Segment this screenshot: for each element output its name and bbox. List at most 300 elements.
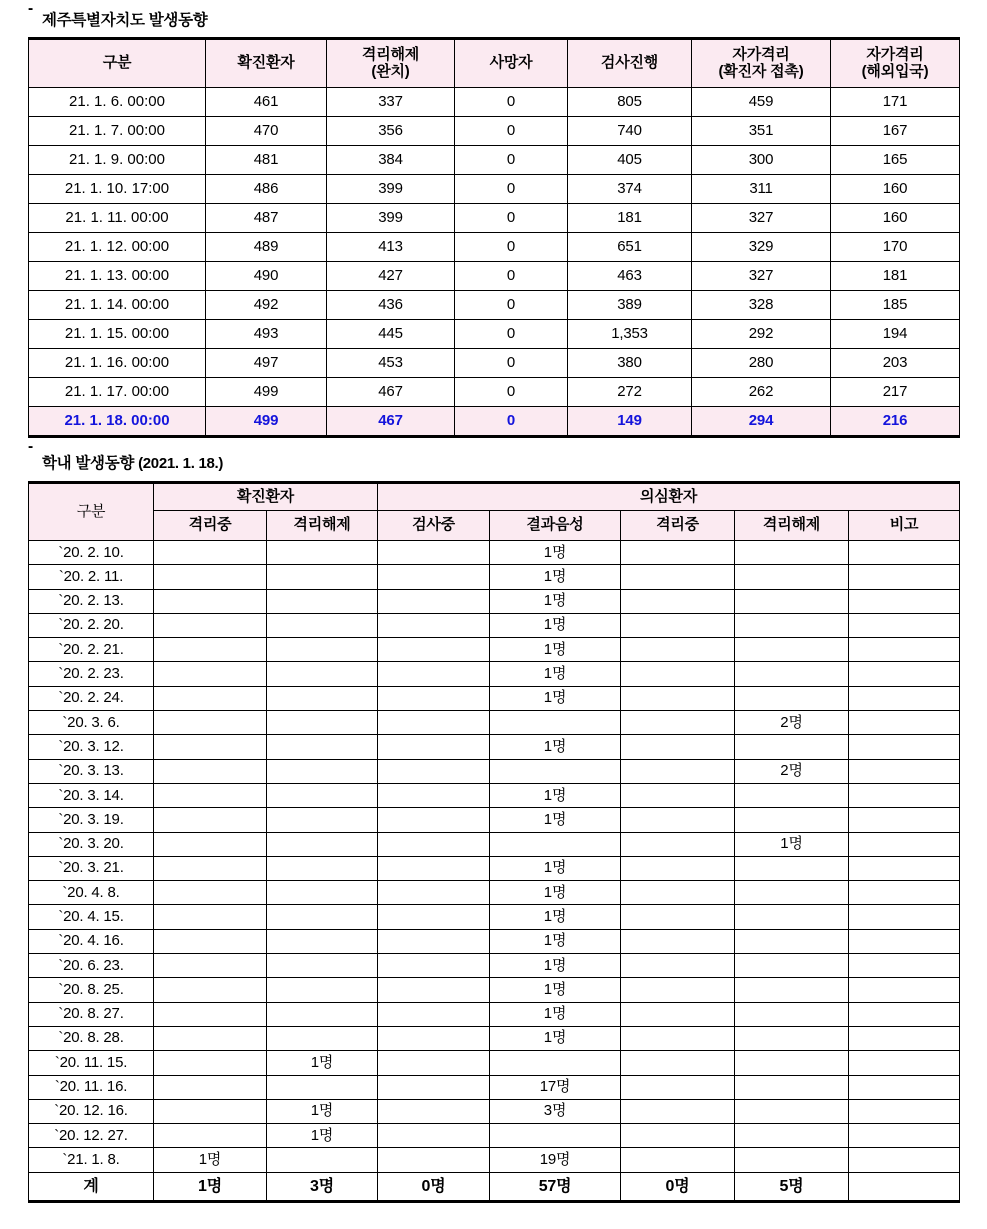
table-row	[29, 565, 960, 589]
cell-note	[849, 711, 960, 735]
cell-confirmed: 470	[206, 117, 327, 146]
cell-confirmed: 493	[206, 320, 327, 349]
cell-suspected-testing	[378, 1026, 490, 1050]
cell-suspected-negative	[490, 832, 621, 856]
cell-suspected-isolating	[621, 1051, 735, 1075]
table-row	[29, 759, 960, 783]
cell-confirmed-isolating: 1명	[154, 1148, 267, 1172]
cell-date: `20. 3. 12.	[29, 735, 154, 759]
table-row	[29, 88, 960, 117]
cell-note	[849, 881, 960, 905]
total-cell-suspected-released: 5명	[735, 1172, 849, 1201]
table-row	[29, 662, 960, 686]
cell-testing: 740	[568, 117, 692, 146]
cell-suspected-testing	[378, 565, 490, 589]
col-header-suspected-negative: 결과음성	[490, 511, 621, 541]
cell-date: `20. 8. 27.	[29, 1002, 154, 1026]
cell-suspected-released	[735, 1099, 849, 1123]
cell-confirmed-released	[267, 686, 378, 710]
cell-suspected-testing	[378, 1148, 490, 1172]
col-header-released-line1: 격리해제	[361, 45, 420, 63]
col-header-released	[327, 39, 455, 88]
cell-released: 413	[327, 233, 455, 262]
col-header-quarantine-overseas	[831, 39, 960, 88]
cell-confirmed: 499	[206, 407, 327, 437]
cell-confirmed-released	[267, 832, 378, 856]
cell-suspected-negative: 1명	[490, 1026, 621, 1050]
cell-confirmed-isolating	[154, 1051, 267, 1075]
cell-note	[849, 565, 960, 589]
cell-note	[849, 783, 960, 807]
cell-confirmed: 486	[206, 175, 327, 204]
cell-suspected-isolating	[621, 1099, 735, 1123]
cell-suspected-testing	[378, 1051, 490, 1075]
cell-testing: 272	[568, 378, 692, 407]
cell-note	[849, 662, 960, 686]
cell-note	[849, 856, 960, 880]
cell-suspected-testing	[378, 759, 490, 783]
cell-confirmed-isolating	[154, 1075, 267, 1099]
cell-confirmed-released	[267, 662, 378, 686]
school-table-foot	[29, 1172, 960, 1201]
cell-confirmed-isolating	[154, 759, 267, 783]
total-cell-date: 계	[29, 1172, 154, 1201]
table-row	[29, 1099, 960, 1123]
outbreak-title-text: 제주특별자치도 발생동향	[42, 12, 208, 29]
cell-suspected-negative: 1명	[490, 905, 621, 929]
cell-note	[849, 589, 960, 613]
cell-suspected-testing	[378, 613, 490, 637]
cell-suspected-isolating	[621, 686, 735, 710]
cell-suspected-isolating	[621, 1148, 735, 1172]
cell-confirmed-released	[267, 808, 378, 832]
cell-quarantine-contact: 294	[692, 407, 831, 437]
cell-suspected-negative: 1명	[490, 856, 621, 880]
cell-confirmed: 461	[206, 88, 327, 117]
cell-suspected-isolating	[621, 1002, 735, 1026]
cell-confirmed-released	[267, 541, 378, 565]
school-title-date: (2021. 1. 18.)	[138, 455, 224, 472]
table-row	[29, 204, 960, 233]
cell-quarantine-contact: 311	[692, 175, 831, 204]
cell-note	[849, 759, 960, 783]
table-row	[29, 613, 960, 637]
cell-suspected-released	[735, 1051, 849, 1075]
col-group-header-confirmed: 확진환자	[154, 483, 378, 511]
col-header-suspected-testing: 검사중	[378, 511, 490, 541]
cell-suspected-negative: 1명	[490, 638, 621, 662]
col-group-header-suspected: 의심환자	[378, 483, 960, 511]
cell-suspected-negative: 3명	[490, 1099, 621, 1123]
cell-suspected-negative	[490, 711, 621, 735]
cell-deaths: 0	[455, 349, 568, 378]
col-header-note: 비고	[849, 511, 960, 541]
cell-date: `20. 8. 28.	[29, 1026, 154, 1050]
cell-quarantine-contact: 300	[692, 146, 831, 175]
cell-confirmed-released	[267, 881, 378, 905]
cell-suspected-testing	[378, 954, 490, 978]
cell-quarantine-overseas: 203	[831, 349, 960, 378]
cell-quarantine-overseas: 167	[831, 117, 960, 146]
cell-confirmed-isolating	[154, 711, 267, 735]
cell-date: 21. 1. 7. 00:00	[29, 117, 206, 146]
cell-released: 445	[327, 320, 455, 349]
cell-suspected-negative: 1명	[490, 613, 621, 637]
cell-suspected-released	[735, 929, 849, 953]
cell-quarantine-contact: 328	[692, 291, 831, 320]
cell-deaths: 0	[455, 146, 568, 175]
cell-quarantine-contact: 459	[692, 88, 831, 117]
cell-suspected-isolating	[621, 565, 735, 589]
cell-confirmed-isolating	[154, 881, 267, 905]
cell-confirmed-isolating	[154, 1002, 267, 1026]
cell-suspected-released: 2명	[735, 711, 849, 735]
col-header-confirmed-isolating: 격리중	[154, 511, 267, 541]
cell-suspected-testing	[378, 541, 490, 565]
cell-confirmed-isolating	[154, 808, 267, 832]
table-row	[29, 1002, 960, 1026]
total-cell-confirmed-isolating: 1명	[154, 1172, 267, 1201]
outbreak-header-row	[29, 39, 960, 88]
cell-suspected-isolating	[621, 978, 735, 1002]
cell-suspected-negative: 1명	[490, 686, 621, 710]
col-header-confirmed: 확진환자	[206, 39, 327, 88]
col-header-suspected-isolating: 격리중	[621, 511, 735, 541]
cell-suspected-testing	[378, 638, 490, 662]
cell-quarantine-contact: 292	[692, 320, 831, 349]
cell-suspected-released	[735, 541, 849, 565]
cell-testing: 805	[568, 88, 692, 117]
cell-quarantine-overseas: 165	[831, 146, 960, 175]
col-header-confirmed-released: 격리해제	[267, 511, 378, 541]
col-header-quarantine-overseas-line2: (해외입국)	[861, 62, 929, 80]
cell-testing: 181	[568, 204, 692, 233]
cell-released: 399	[327, 204, 455, 233]
school-header-group-row	[29, 483, 960, 511]
cell-date: `20. 2. 20.	[29, 613, 154, 637]
table-row	[29, 1026, 960, 1050]
cell-confirmed-isolating	[154, 905, 267, 929]
cell-suspected-testing	[378, 735, 490, 759]
cell-confirmed: 499	[206, 378, 327, 407]
cell-date: 21. 1. 14. 00:00	[29, 291, 206, 320]
outbreak-table-body	[29, 88, 960, 437]
cell-suspected-isolating	[621, 711, 735, 735]
cell-suspected-released	[735, 783, 849, 807]
cell-suspected-testing	[378, 856, 490, 880]
table-row	[29, 146, 960, 175]
table-row	[29, 320, 960, 349]
cell-deaths: 0	[455, 262, 568, 291]
cell-date: `20. 11. 16.	[29, 1075, 154, 1099]
cell-quarantine-contact: 327	[692, 262, 831, 291]
school-header-sub-row	[29, 511, 960, 541]
cell-suspected-testing	[378, 589, 490, 613]
table-row	[29, 808, 960, 832]
cell-date: `20. 12. 27.	[29, 1124, 154, 1148]
cell-suspected-testing	[378, 978, 490, 1002]
cell-quarantine-overseas: 217	[831, 378, 960, 407]
table-row	[29, 929, 960, 953]
table-row	[29, 262, 960, 291]
cell-suspected-released: 1명	[735, 832, 849, 856]
cell-suspected-testing	[378, 1124, 490, 1148]
cell-confirmed: 497	[206, 349, 327, 378]
cell-suspected-testing	[378, 662, 490, 686]
cell-confirmed-isolating	[154, 1124, 267, 1148]
cell-suspected-released	[735, 1075, 849, 1099]
cell-suspected-negative: 1명	[490, 929, 621, 953]
table-row	[29, 856, 960, 880]
outbreak-table-head	[29, 39, 960, 88]
total-cell-note	[849, 1172, 960, 1201]
cell-confirmed-released	[267, 565, 378, 589]
cell-testing: 405	[568, 146, 692, 175]
cell-suspected-isolating	[621, 759, 735, 783]
cell-confirmed-isolating	[154, 565, 267, 589]
cell-confirmed-released: 1명	[267, 1124, 378, 1148]
cell-quarantine-overseas: 185	[831, 291, 960, 320]
cell-confirmed-isolating	[154, 638, 267, 662]
cell-note	[849, 905, 960, 929]
cell-confirmed-isolating	[154, 929, 267, 953]
cell-note	[849, 1124, 960, 1148]
cell-suspected-isolating	[621, 1124, 735, 1148]
cell-deaths: 0	[455, 175, 568, 204]
cell-suspected-testing	[378, 711, 490, 735]
cell-note	[849, 541, 960, 565]
cell-suspected-testing	[378, 1002, 490, 1026]
col-header-released-line2: (완치)	[371, 62, 410, 80]
col-header-testing: 검사진행	[568, 39, 692, 88]
table-row	[29, 1148, 960, 1172]
cell-confirmed-released	[267, 783, 378, 807]
table-row	[29, 233, 960, 262]
cell-testing: 149	[568, 407, 692, 437]
cell-date: `21. 1. 8.	[29, 1148, 154, 1172]
total-cell-confirmed-released: 3명	[267, 1172, 378, 1201]
cell-suspected-released	[735, 638, 849, 662]
table-row	[29, 954, 960, 978]
cell-suspected-released	[735, 856, 849, 880]
cell-suspected-testing	[378, 929, 490, 953]
cell-suspected-released	[735, 978, 849, 1002]
cell-quarantine-contact: 329	[692, 233, 831, 262]
table-row	[29, 117, 960, 146]
outbreak-section-title	[28, 0, 959, 37]
cell-date: `20. 3. 19.	[29, 808, 154, 832]
cell-suspected-testing	[378, 1075, 490, 1099]
cell-quarantine-overseas: 216	[831, 407, 960, 437]
cell-date: `20. 8. 25.	[29, 978, 154, 1002]
cell-released: 467	[327, 407, 455, 437]
cell-confirmed-released	[267, 711, 378, 735]
cell-suspected-isolating	[621, 808, 735, 832]
cell-confirmed-isolating	[154, 783, 267, 807]
cell-date: `20. 4. 15.	[29, 905, 154, 929]
cell-confirmed: 492	[206, 291, 327, 320]
school-table-head	[29, 483, 960, 541]
cell-released: 399	[327, 175, 455, 204]
cell-confirmed-released	[267, 978, 378, 1002]
cell-confirmed-isolating	[154, 1099, 267, 1123]
cell-date: 21. 1. 15. 00:00	[29, 320, 206, 349]
cell-confirmed-released	[267, 856, 378, 880]
cell-quarantine-contact: 351	[692, 117, 831, 146]
cell-date: `20. 3. 14.	[29, 783, 154, 807]
cell-suspected-testing	[378, 1099, 490, 1123]
cell-date: 21. 1. 18. 00:00	[29, 407, 206, 437]
cell-confirmed-released	[267, 759, 378, 783]
cell-note	[849, 808, 960, 832]
cell-date: `20. 6. 23.	[29, 954, 154, 978]
cell-date: 21. 1. 10. 17:00	[29, 175, 206, 204]
cell-date: `20. 2. 11.	[29, 565, 154, 589]
cell-date: 21. 1. 13. 00:00	[29, 262, 206, 291]
table-row	[29, 378, 960, 407]
cell-confirmed-released	[267, 1148, 378, 1172]
cell-suspected-isolating	[621, 905, 735, 929]
cell-confirmed-isolating	[154, 1026, 267, 1050]
cell-date: 21. 1. 17. 00:00	[29, 378, 206, 407]
cell-date: `20. 3. 20.	[29, 832, 154, 856]
cell-suspected-negative: 1명	[490, 783, 621, 807]
col-header-quarantine-contact-line2: (확진자 접촉)	[718, 62, 804, 80]
col-header-quarantine-overseas-line1: 자가격리	[866, 45, 924, 63]
cell-deaths: 0	[455, 378, 568, 407]
cell-released: 427	[327, 262, 455, 291]
cell-suspected-released	[735, 881, 849, 905]
cell-suspected-negative	[490, 1124, 621, 1148]
cell-confirmed-isolating	[154, 541, 267, 565]
cell-confirmed-released	[267, 638, 378, 662]
cell-confirmed: 487	[206, 204, 327, 233]
cell-deaths: 0	[455, 407, 568, 437]
cell-quarantine-overseas: 171	[831, 88, 960, 117]
cell-confirmed-isolating	[154, 735, 267, 759]
cell-date: 21. 1. 11. 00:00	[29, 204, 206, 233]
cell-date: `20. 3. 21.	[29, 856, 154, 880]
col-header-quarantine-contact-line1: 자가격리	[732, 45, 790, 63]
total-row	[29, 1172, 960, 1201]
cell-deaths: 0	[455, 291, 568, 320]
cell-confirmed-released	[267, 1026, 378, 1050]
table-row	[29, 1075, 960, 1099]
cell-note	[849, 954, 960, 978]
cell-released: 467	[327, 378, 455, 407]
cell-confirmed-isolating	[154, 589, 267, 613]
cell-date: `20. 2. 23.	[29, 662, 154, 686]
cell-quarantine-overseas: 160	[831, 204, 960, 233]
cell-suspected-negative: 1명	[490, 565, 621, 589]
cell-confirmed-released	[267, 589, 378, 613]
cell-note	[849, 1002, 960, 1026]
cell-deaths: 0	[455, 320, 568, 349]
cell-date: `20. 2. 10.	[29, 541, 154, 565]
table-row	[29, 541, 960, 565]
cell-suspected-isolating	[621, 613, 735, 637]
cell-suspected-released	[735, 1148, 849, 1172]
table-row	[29, 832, 960, 856]
cell-suspected-released	[735, 613, 849, 637]
cell-suspected-negative: 1명	[490, 662, 621, 686]
school-title-text: 학내 발생동향	[42, 455, 135, 472]
cell-confirmed-released: 1명	[267, 1051, 378, 1075]
cell-note	[849, 1148, 960, 1172]
cell-suspected-released	[735, 735, 849, 759]
table-row	[29, 407, 960, 437]
cell-suspected-negative: 1명	[490, 978, 621, 1002]
cell-testing: 389	[568, 291, 692, 320]
cell-note	[849, 686, 960, 710]
table-row	[29, 175, 960, 204]
cell-quarantine-overseas: 170	[831, 233, 960, 262]
cell-date: `20. 2. 21.	[29, 638, 154, 662]
cell-suspected-isolating	[621, 929, 735, 953]
cell-date: `20. 11. 15.	[29, 1051, 154, 1075]
cell-confirmed-isolating	[154, 856, 267, 880]
cell-date: `20. 2. 24.	[29, 686, 154, 710]
cell-suspected-released	[735, 808, 849, 832]
cell-note	[849, 1051, 960, 1075]
cell-released: 356	[327, 117, 455, 146]
school-table-body	[29, 541, 960, 1173]
cell-date: 21. 1. 6. 00:00	[29, 88, 206, 117]
cell-confirmed-isolating	[154, 954, 267, 978]
table-row	[29, 905, 960, 929]
cell-suspected-isolating	[621, 1075, 735, 1099]
cell-suspected-released	[735, 1002, 849, 1026]
table-row	[29, 291, 960, 320]
col-header-school-gubun: 구분	[29, 483, 154, 541]
cell-date: 21. 1. 9. 00:00	[29, 146, 206, 175]
cell-testing: 463	[568, 262, 692, 291]
cell-quarantine-overseas: 194	[831, 320, 960, 349]
cell-note	[849, 1026, 960, 1050]
cell-suspected-released	[735, 686, 849, 710]
cell-note	[849, 735, 960, 759]
cell-suspected-testing	[378, 832, 490, 856]
table-row	[29, 638, 960, 662]
cell-confirmed-isolating	[154, 662, 267, 686]
cell-suspected-isolating	[621, 735, 735, 759]
bullet-dash-icon: -	[28, 0, 33, 17]
cell-suspected-negative: 1명	[490, 589, 621, 613]
cell-testing: 374	[568, 175, 692, 204]
cell-confirmed-released	[267, 905, 378, 929]
cell-suspected-negative: 1명	[490, 881, 621, 905]
total-cell-suspected-negative: 57명	[490, 1172, 621, 1201]
cell-suspected-isolating	[621, 783, 735, 807]
cell-date: `20. 2. 13.	[29, 589, 154, 613]
cell-testing: 1,353	[568, 320, 692, 349]
col-header-quarantine-contact	[692, 39, 831, 88]
cell-suspected-negative: 1명	[490, 735, 621, 759]
cell-suspected-testing	[378, 881, 490, 905]
cell-suspected-isolating	[621, 832, 735, 856]
table-row	[29, 349, 960, 378]
col-header-deaths: 사망자	[455, 39, 568, 88]
cell-suspected-isolating	[621, 954, 735, 978]
cell-confirmed: 490	[206, 262, 327, 291]
cell-suspected-negative: 1명	[490, 808, 621, 832]
bullet-dash-icon-2: -	[28, 438, 33, 455]
cell-confirmed-isolating	[154, 613, 267, 637]
cell-suspected-released	[735, 662, 849, 686]
cell-confirmed-isolating	[154, 832, 267, 856]
cell-quarantine-contact: 262	[692, 378, 831, 407]
cell-confirmed-isolating	[154, 686, 267, 710]
